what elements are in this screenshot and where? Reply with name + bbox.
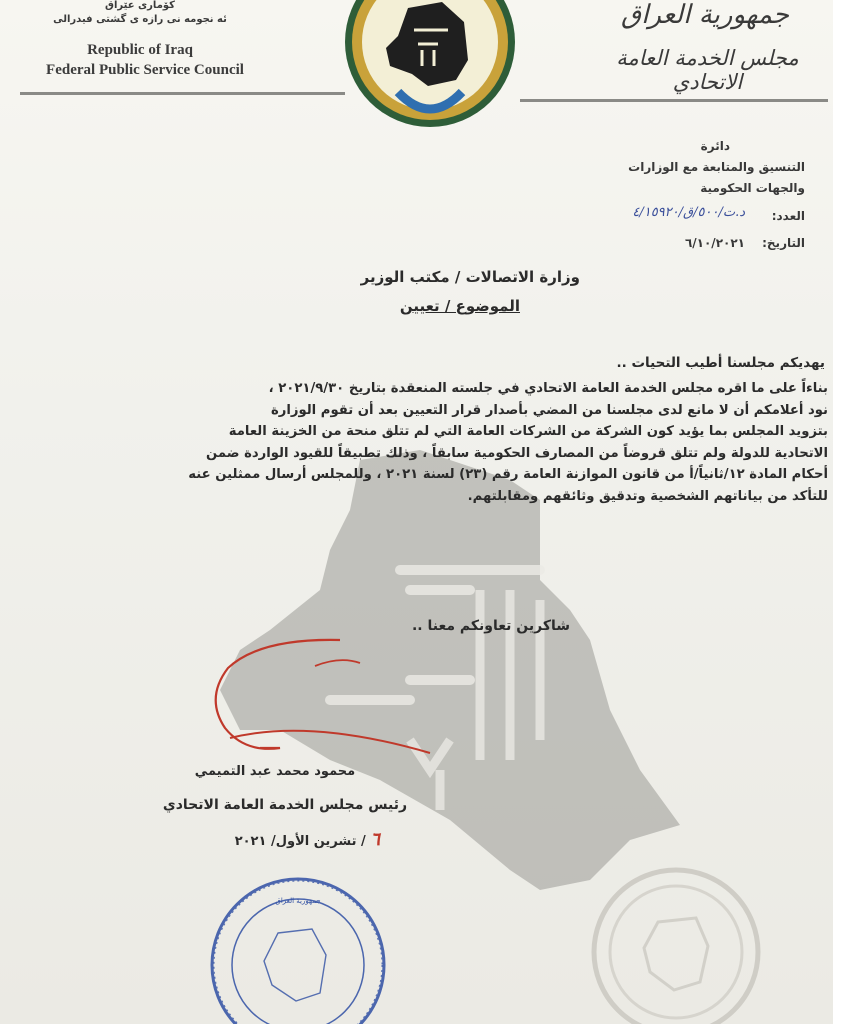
body-line: بناءاً على ما اقره مجلس الخدمة العامة الاتحادي في جلسته المنعقدة بتاريخ ٢٠٢١/٩/٣٠ ، [268, 381, 828, 396]
department-label: دائرة [700, 139, 730, 153]
department-line-1: التنسيق والمتابعة مع الوزارات [628, 160, 805, 174]
handwritten-signature [200, 628, 450, 768]
body-line: بتزويد المجلس بما يؤيد كون الشركة من الشركات العامة التي لم تتلق منحة من الخزينة العامة [228, 424, 828, 439]
greeting: يهديكم مجلسنا أطيب التحيات .. [616, 355, 825, 371]
letterhead-arabic-line-2: مجلس الخدمة العامة الاتحادي [616, 46, 799, 94]
subject: الموضوع / تعيين [399, 297, 520, 315]
reference-number-label: العدد: [771, 209, 805, 223]
letter-date-value: ٦/١٠/٢٠٢١ [684, 236, 745, 250]
closing: شاكرين تعاونكم معنا .. [411, 618, 570, 634]
council-emblem [338, 0, 522, 130]
letterhead-kurdish-line-1: کۆماری عێراق [105, 0, 175, 11]
signature-date [200, 829, 380, 850]
signatory-title: رئيس مجلس الخدمة العامة الاتحادي [162, 797, 408, 813]
body-paragraph [22, 378, 828, 507]
letter-date-label: التاريخ: [762, 236, 805, 250]
letterhead-arabic-line-1: جمهورية العراق [621, 0, 789, 30]
body-line: نود أعلامكم أن لا مانع لدى مجلسنا من المضي بأصدار قرار التعيين بعد أن تقوم الوزارة [270, 402, 828, 418]
body-line: الاتحادية للدولة ولم تتلق قروضاً من المصارف الحكومية سابقاً ، وذلك تطبيقاً للقيود الواردة ضمن [206, 445, 828, 461]
letterhead-english-line-1: Republic of Iraq [87, 42, 193, 58]
signature-date-day: ٦ [370, 829, 380, 850]
letterhead-rule-left [20, 92, 345, 95]
letterhead-english-line-2: Federal Public Service Council [46, 62, 244, 78]
letterhead-rule-right [520, 99, 828, 102]
department-line-2: والجهات الحكومية [700, 181, 805, 195]
signature-date-rest: / تشرين الأول/ ٢٠٢١ [234, 834, 366, 849]
official-stamp [208, 875, 390, 1024]
stamp-text: جمهورية العراق [275, 897, 321, 905]
embossed-seal [588, 862, 763, 1024]
recipient: وزارة الاتصالات / مكتب الوزير [360, 268, 580, 286]
signatory-name: محمود محمد عبد التميمي [194, 764, 356, 779]
body-line: للتأكد من بياناتهم الشخصية وتدقيق وثائقهم ومقابلتهم. [467, 488, 828, 504]
body-line: أحكام المادة ١٢/ثانياً/أ من قانون الموازنة العامة رقم (٢٣) لسنة ٢٠٢١ ، وللمجلس أرسال ممثلين عنه [188, 467, 828, 482]
reference-number-value: د.ت/٥٠٠/ق/٤/١٥٩٢٠ [632, 205, 745, 220]
letterhead-kurdish-line-2: ئه نجومه نی رازه ی گشتی فیدرالی [53, 14, 227, 25]
